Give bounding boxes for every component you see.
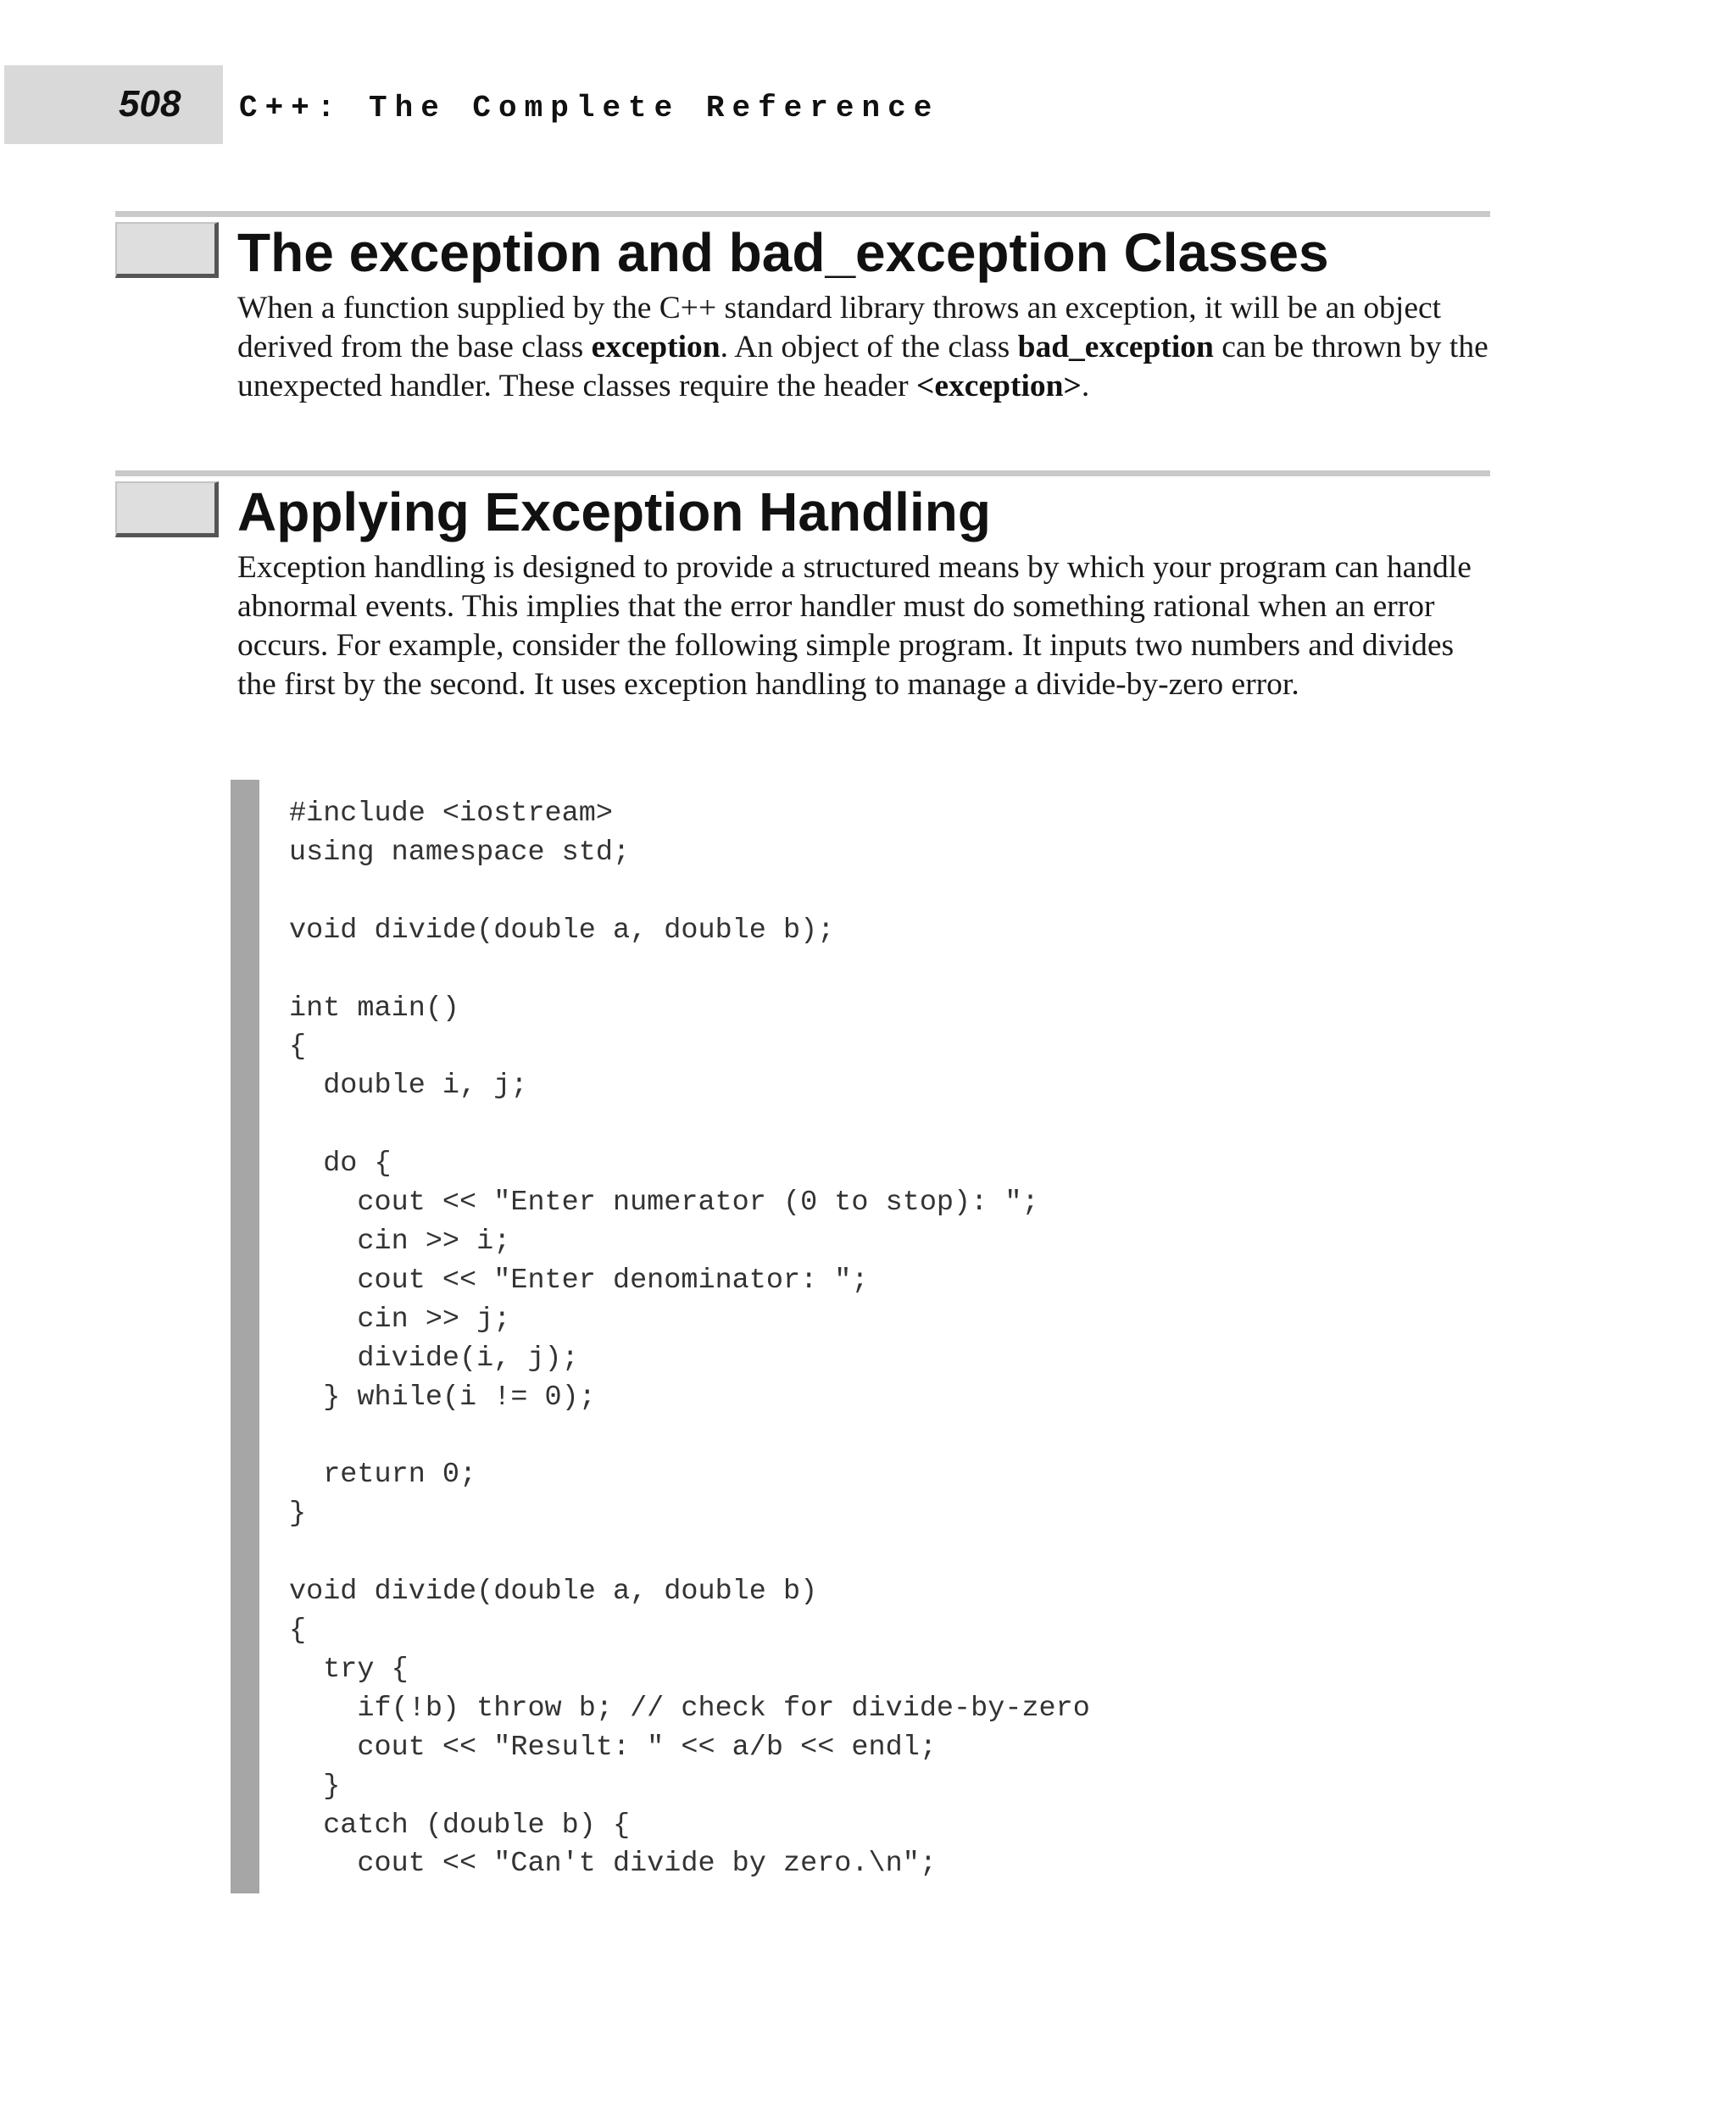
paragraph-text: . bbox=[1081, 369, 1090, 403]
running-title: C++: The Complete Reference bbox=[239, 91, 940, 125]
page-number: 508 bbox=[119, 83, 181, 125]
section-paragraph: Exception handling is designed to provide a structured means by which your program can handle abnormal events. This implies that the error handler must do something rational when an error occurs. For example, consider the following simple program. It inputs two numbers and divides the first by the second. It uses exception handling to manage a divide-by-zero error. bbox=[237, 550, 1472, 702]
section-rule bbox=[115, 470, 1490, 476]
code-listing: #include <iostream> using namespace std; void divide(double a, double b); int main() { double i, j; do { cout << "Enter numerator (0 to stop): "; cin >> i; cout << "Enter denominator: "; cin >> j; divide(i, j); } while(i != 0); return 0; } void divide(double a, double b) { try { if(!b) throw b; // check for divide-by-zero cout << "Result: " << a/b << endl; } catch (double b) { cout << "Can't divide by zero.\n"; bbox=[289, 798, 1090, 1881]
section-heading: Applying Exception Handling bbox=[237, 481, 991, 542]
section-marker bbox=[115, 222, 219, 278]
code-term: <exception> bbox=[916, 369, 1082, 403]
paragraph-text: . An object of the class bbox=[720, 330, 1018, 364]
section-paragraph bbox=[237, 289, 1492, 406]
section-rule bbox=[115, 211, 1490, 217]
section-marker bbox=[115, 481, 219, 537]
paragraph-text: When a function supplied by the C++ standard library throws an exception, it will be an object derived from the base class bbox=[237, 291, 1442, 364]
page-number-box bbox=[4, 65, 223, 144]
code-term: bad_exception bbox=[1017, 330, 1214, 364]
code-term: exception bbox=[591, 330, 721, 364]
section-heading: The exception and bad_exception Classes bbox=[237, 222, 1329, 283]
code-listing-bar bbox=[231, 780, 259, 1893]
paragraph-text: can be thrown by the unexpected handler. These classes require the header bbox=[237, 330, 1488, 403]
